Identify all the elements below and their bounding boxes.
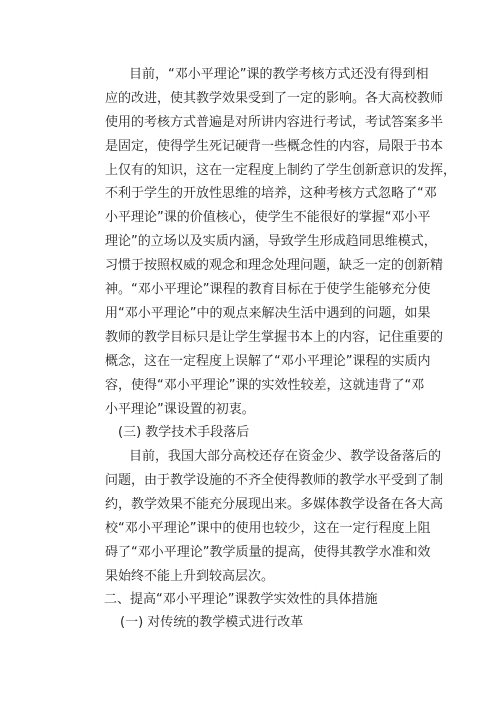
text-line: 小平理论”课的价值核心，使学生不能很好的掌握“邓小平 [105, 210, 431, 225]
text-line: 问题，由于教学设施的不齐全使得教师的教学水平受到了制 [105, 473, 444, 488]
text-line: 神。“邓小平理论”课程的教育目标在于使学生能够充分使 [105, 282, 431, 297]
text-line: 上仅有的知识，这在一定程度上制约了学生创新意识的发挥， [105, 163, 457, 178]
text-line: 校“邓小平理论”课中的使用也较少，这在一定行程度上阻 [105, 521, 431, 536]
text-line: 果始终不能上升到较高层次。 [105, 569, 275, 584]
text-line: 理论”的立场以及实质内涵，导致学生形成趋同思维模式， [105, 234, 437, 249]
text-line: 应的改进，使其教学效果受到了一定的影响。各大高校教师 [105, 91, 444, 106]
text-line: 教师的教学目标只是让学生掌握书本上的内容，记住重要的 [105, 330, 444, 345]
text-line: 碍了“邓小平理论”教学质量的提高，使得其教学水准和效 [105, 545, 431, 560]
text-line: 习惯于按照权威的观念和理念处理问题，缺乏一定的创新精 [105, 258, 444, 273]
text-line: 不利于学生的开放性思维的培养，这种考核方式忽略了“邓 [105, 186, 437, 201]
text-line: 约，教学效果不能充分展现出来。多媒体教学设备在各大高 [105, 497, 444, 512]
text-line: 用“邓小平理论”中的观点来解决生活中遇到的问题，如果 [105, 306, 431, 321]
subheading-reform-teaching-mode: (一) 对传统的教学模式进行改革 [120, 615, 304, 630]
text-line: 目前，“邓小平理论”课的教学考核方式还没有得到相 [129, 67, 429, 82]
text-line: 小平理论”课设置的初衷。 [105, 402, 255, 417]
section-heading-measures: 二、提高“邓小平理论”课教学实效性的具体措施 [104, 592, 378, 607]
text-line: 概念，这在一定程度上误解了“邓小平理论”课程的实质内 [105, 354, 431, 369]
text-line: 是固定，使得学生死记硬背一些概念性的内容，局限于书本 [105, 139, 444, 154]
text-line: 容，使得“邓小平理论”课的实效性较差，这就违背了“邓 [105, 378, 425, 393]
subheading-teaching-technology: (三) 教学技术手段落后 [118, 425, 250, 440]
text-line: 目前，我国大部分高校还存在资金少、教学设备落后的 [129, 449, 442, 464]
text-line: 使用的考核方式普遍是对所讲内容进行考试，考试答案多半 [105, 115, 444, 130]
